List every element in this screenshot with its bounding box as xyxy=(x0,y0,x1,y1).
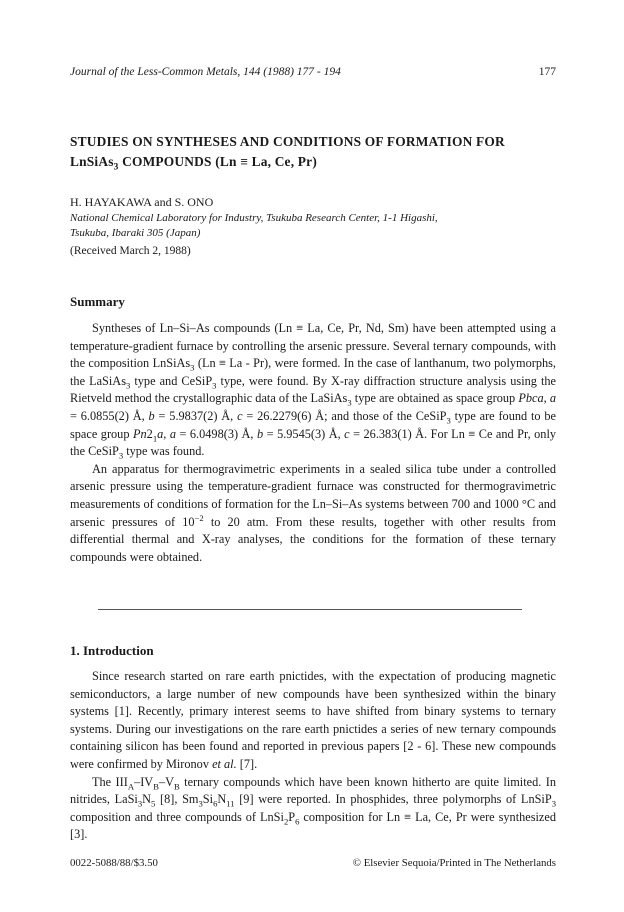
introduction-text xyxy=(70,668,556,844)
page-footer xyxy=(70,857,556,869)
title-line-1: STUDIES ON SYNTHESES AND CONDITIONS OF FORMATION FOR xyxy=(70,134,505,149)
article-code: 0022-5088/88/$3.50 xyxy=(70,857,158,869)
intro-paragraph-2: The $III_A-IV_B-V_B$ ternary compounds which have been known hitherto are quite limited. In nitrides, $LaSi_3N_5$ [8], $Sm_3Si_6N_{11}$ [9] were reported. In phosphides, three polymorphs of LnSiP$_3$ composition and three compounds of $LnSi_2P_6$ composition for Ln ≡ La, Ce, Pr were synthesized [3]. xyxy=(70,774,556,842)
summary-heading: Summary xyxy=(70,294,125,309)
page-number: 177 xyxy=(538,66,556,78)
section-divider xyxy=(98,609,522,610)
abstract-paragraph-2: An apparatus for thermogravimetric experiments in a sealed silica tube under a controlled arsenic pressure using the temperature-gradient furnace was constructed for thermogravimetric measurements of conditions of formation for the Ln–Si–As systems between 700 and 1000 °C and arsenic pressures of $10^{-2}$ to 20 atm. From these results, together with other results from differential thermal and X-ray analyses, the conditions for the formation of these ternary compounds were obtained. xyxy=(70,461,556,564)
journal-citation: Journal of the Less-Common Metals, 144 (1988) 177 - 194 xyxy=(70,66,341,78)
copyright-notice: © Elsevier Sequoia/Printed in The Netherlands xyxy=(352,857,556,869)
received-date: (Received March 2, 1988) xyxy=(70,245,191,257)
author-affiliation: National Chemical Laboratory for Industry, Tsukuba Research Center, 1-1 Higashi, Tsukuba, Ibaraki 305 (Japan) xyxy=(70,212,438,239)
abstract-text xyxy=(70,320,556,566)
abstract-paragraph-1: Syntheses of Ln–Si–As compounds (Ln ≡ La, Ce, Pr, Nd, Sm) have been attempted using a temperature-gradient furnace by controlling the arsenic pressure. Several ternary compounds, with the composition LnSiAs$_3$ (Ln ≡ La - Pr), were formed. In the case of lanthanum, two polymorphs, the LaSiAs$_3$ type and CeSiP$_3$ type, were found. By X-ray diffraction structure analysis using the Rietveld method the crystallographic data of the LaSiAs$_3$ type are obtained as space group Pbca, a = 6.0855(2) Å, b = 5.9837(2) Å, c = 26.2279(6) Å; and those of the CeSiP$_3$ type are found to be space group $Pn2_1a$, a = 6.0498(3) Å, b = 5.9545(3) Å, c = 26.383(1) Å. For Ln ≡ Ce and Pr, only the CeSiP$_3$ type was found. xyxy=(70,321,557,461)
intro-paragraph-1: Since research started on rare earth pnictides, with the expectation of producing magnetic semiconductors, a large number of new compounds have been synthesized within the binary systems [1]. Recently, primary interest seems to have shifted from binary systems to ternary systems. During our investigations on the rare earth pnictides a series of new ternary compounds containing silicon has been found and reported in previous papers [2 - 6]. These new compounds were confirmed by Mironov et al. [7]. xyxy=(70,669,556,771)
running-header xyxy=(70,66,556,78)
introduction-heading: 1. Introduction xyxy=(70,643,154,658)
title-line-2: LnSiAs$_3$ COMPOUNDS (Ln ≡ La, Ce, Pr) xyxy=(70,154,317,173)
article-title xyxy=(70,132,564,172)
author-list: H. HAYAKAWA and S. ONO xyxy=(70,195,214,209)
